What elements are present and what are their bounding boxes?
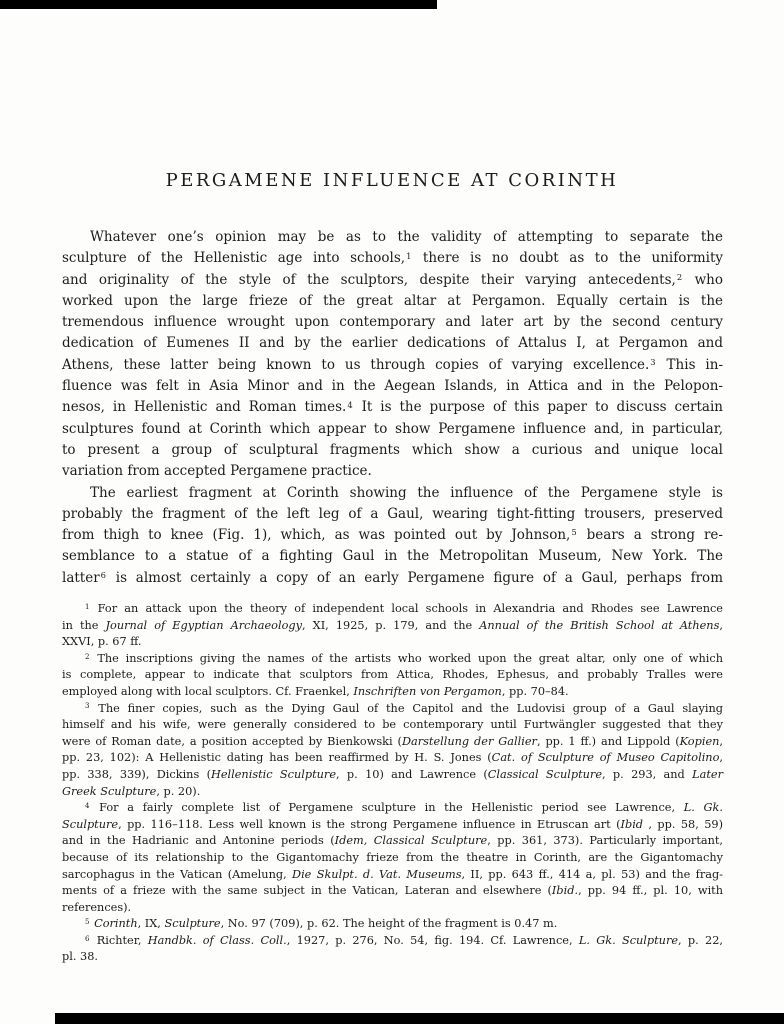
- footnote-2: [62, 651, 723, 701]
- footnote-ref: 6: [100, 569, 106, 580]
- text-line: and originality of the style of the sculptors, despite their varying antecedents,$^2$ who: [62, 271, 723, 288]
- text-line: tremendous influence wrought upon contemporary and later art by the second century: [62, 314, 723, 331]
- text-line: $^1$ For an attack upon the theory of independent local schools in Alexandria and Rhodes see Lawrence: [85, 602, 723, 615]
- text-line: probably the fragment of the left leg of a Gaul, wearing tight-fitting trousers, preserved: [62, 505, 723, 522]
- text-line: latter$^6$ is almost certainly a copy of an early Pergamene figure of a Gaul, perhaps from: [62, 569, 723, 586]
- footnote-ref: 1: [85, 602, 90, 611]
- text-line: XXVI, p. 67 ff.: [62, 635, 142, 649]
- footnote-ref: 3: [650, 357, 656, 368]
- text-line: Greek Sculpture, p. 20).: [62, 784, 201, 798]
- text-line: dedication of Eumenes II and by the earlier dedications of Attalus I, at Pergamon and: [62, 335, 723, 352]
- body-text: [62, 227, 723, 589]
- text-line: ments of a frieze with the same subject in the Vatican, Lateran and elsewhere (Ibid., pp. 94 ff., pl. 10, with: [62, 884, 723, 898]
- footnote-ref: 1: [406, 250, 412, 261]
- footnote-4: [62, 800, 723, 916]
- footnote-ref: 4: [85, 801, 90, 810]
- text-line: The earliest fragment at Corinth showing the influence of the Pergamene style is: [90, 484, 723, 501]
- footnote-ref: 5: [571, 527, 577, 538]
- footnote-ref: 2: [85, 652, 90, 661]
- footnote-1: [62, 601, 723, 651]
- text-line: and in the Hadrianic and Antonine periods (Idem, Classical Sculpture, pp. 361, 373). Particularly important,: [62, 834, 724, 848]
- text-line: himself and his wife, were generally considered to be contemporary until Furtwängler suggested that they: [62, 718, 723, 732]
- body-paragraph-1: [62, 227, 723, 483]
- text-line: were of Roman date, a position accepted by Bienkowski (Darstellung der Gallier, pp. 1 ff.) and Lippold (Kopien,: [62, 734, 723, 748]
- footnote-ref: 2: [676, 271, 683, 282]
- text-line: $^6$ Richter, Handbk. of Class. Coll., 1927, p. 276, No. 54, fig. 194. Cf. Lawrence, L. Gk. Sculpture, p. 22,: [85, 933, 723, 947]
- text-line: employed along with local sculptors. Cf. Fraenkel, Inschriften von Pergamon, pp. 70–84.: [62, 684, 569, 698]
- text-line: sarcophagus in the Vatican (Amelung, Die Skulpt. d. Vat. Museums, II, pp. 643 ff., 414 a, pl. 53) and the frag-: [62, 867, 724, 881]
- text-line: Athens, these latter being known to us through copies of varying excellence.$^3$ This in-: [62, 356, 723, 373]
- footnote-ref: 6: [85, 934, 90, 943]
- text-line: Sculpture, pp. 116–118. Less well known is the strong Pergamene influence in Etruscan art (Ibid , pp. 58, 59): [62, 817, 723, 831]
- footnote-ref: 4: [347, 399, 353, 410]
- text-line: is complete, appear to indicate that sculptors from Attica, Rhodes, Ephesus, and probably Tralles were: [62, 668, 723, 682]
- text-line: nesos, in Hellenistic and Roman times.$^4$ It is the purpose of this paper to discuss certain: [62, 399, 723, 416]
- text-line: $^2$ The inscriptions giving the names of the artists who worked upon the great altar, only one of which: [85, 651, 723, 665]
- footnote-ref: 5: [85, 918, 90, 927]
- text-line: pp. 338, 339), Dickins (Hellenistic Sculpture, p. 10) and Lawrence (Classical Sculpture, p. 293, and Later: [62, 767, 723, 781]
- text-line: in the Journal of Egyptian Archaeology, XI, 1925, p. 179, and the Annual of the British School at Athens,: [62, 618, 723, 632]
- text-line: pl. 38.: [62, 950, 98, 964]
- text-line: $^5$ Corinth, IX, Sculpture, No. 97 (709), p. 62. The height of the fragment is 0.47 m.: [85, 917, 558, 931]
- footnote-ref: 3: [85, 702, 90, 711]
- footnote-3: [62, 701, 723, 801]
- text-line: sculpture of the Hellenistic age into schools,$^1$ there is no doubt as to the uniformity: [62, 250, 723, 267]
- text-line: pp. 23, 102): A Hellenistic dating has been reaffirmed by H. S. Jones (Cat. of Sculpture of Museo Capitolino,: [62, 751, 723, 765]
- footnote-6: [62, 933, 723, 966]
- text-line: semblance to a statue of a fighting Gaul in the Metropolitan Museum, New York. The: [62, 548, 723, 565]
- footnote-5: [62, 916, 723, 933]
- text-line: Whatever one’s opinion may be as to the validity of attempting to separate the: [90, 229, 723, 245]
- scan-artifact-top-bar: [0, 0, 437, 9]
- text-line: $^3$ The finer copies, such as the Dying Gaul of the Capitol and the Ludovisi group of a Gaul slaying: [85, 701, 723, 715]
- text-line: because of its relationship to the Gigantomachy frieze from the theatre in Corinth, are the Gigantomachy: [62, 850, 723, 864]
- text-line: variation from accepted Pergamene practice.: [62, 463, 372, 480]
- text-line: $^4$ For a fairly complete list of Pergamene sculpture in the Hellenistic period see Lawrence, L. Gk.: [85, 801, 723, 815]
- text-line: fluence was felt in Asia Minor and in the Aegean Islands, in Attica and in the Pelopon-: [62, 378, 723, 395]
- scan-artifact-bottom-bar: [55, 1013, 784, 1024]
- text-line: from thigh to knee (Fig. 1), which, as was pointed out by Johnson,$^5$ bears a strong re-: [62, 527, 723, 544]
- text-line: sculptures found at Corinth which appear to show Pergamene influence and, in particular,: [62, 420, 723, 437]
- text-line: worked upon the large frieze of the great altar at Pergamon. Equally certain is the: [62, 292, 723, 309]
- footnotes: [62, 601, 723, 966]
- page-title: PERGAMENE INFLUENCE AT CORINTH: [165, 170, 619, 191]
- text-line: to present a group of sculptural fragments which show a curious and unique local: [62, 441, 723, 458]
- body-paragraph-2: [62, 483, 723, 589]
- text-line: references).: [62, 900, 132, 914]
